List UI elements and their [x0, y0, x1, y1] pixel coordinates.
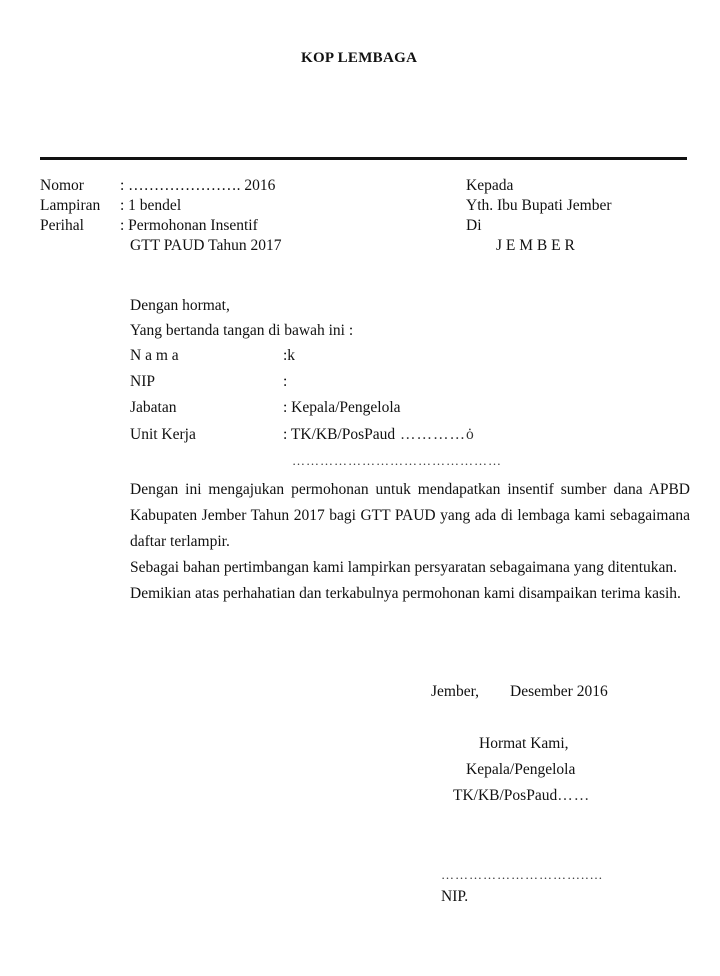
- jabatan-value: : Kepala/Pengelola: [283, 399, 401, 416]
- greeting: Dengan hormat,: [130, 297, 230, 314]
- letterhead-divider: [40, 157, 687, 160]
- perihal-value: : Permohonan Insentif: [120, 217, 258, 234]
- signer-nip: NIP.: [441, 888, 469, 905]
- lampiran-value: : 1 bendel: [120, 197, 182, 214]
- signer-institution: [453, 787, 590, 805]
- signature-line: …………………………..…: [441, 867, 604, 882]
- recipient-kepada: Kepada: [466, 177, 514, 194]
- nomor-value: : …………………. 2016: [120, 177, 276, 194]
- jabatan-label: Jabatan: [130, 399, 177, 416]
- paragraph-request: Dengan ini mengajukan permohonan untuk mendapatkan insentif sumber dana APBD Kabupaten Jember Tahun 2017 bagi GTT PAUD yang ada di lembaga kami sebagaimana daftar terlampir.: [130, 481, 690, 550]
- perihal-value-continued: GTT PAUD Tahun 2017: [130, 237, 282, 254]
- recipient-city: J E M B E R: [496, 237, 575, 254]
- perihal-label: Perihal: [40, 217, 84, 234]
- unit-kerja-prefix: : TK/KB/PosPaud: [283, 426, 396, 443]
- paragraph-closing: Demikian atas perhahatian dan terkabulnya permohonan kami disampaikan terima kasih.: [130, 585, 681, 602]
- nomor-label: Nomor: [40, 177, 84, 194]
- signer-institution-dots: ……: [557, 787, 591, 804]
- nip-value: :: [283, 373, 288, 390]
- recipient-di: Di: [466, 217, 482, 234]
- signer-position: Kepala/Pengelola: [466, 761, 576, 778]
- nama-value: :k: [283, 347, 296, 364]
- paragraph-attachment: Sebagai bahan pertimbangan kami lampirkan persyaratan sebagaimana yang ditentukan.: [130, 559, 678, 576]
- unit-kerja-label: Unit Kerja: [130, 426, 196, 443]
- letter-body: [130, 477, 690, 607]
- nip-label: NIP: [130, 373, 155, 390]
- signer-institution-prefix: TK/KB/PosPaud: [453, 787, 558, 804]
- unit-kerja-value: [283, 426, 475, 444]
- nama-label: N a m a: [130, 347, 179, 364]
- recipient-name: Yth. Ibu Bupati Jember: [466, 197, 612, 214]
- unit-kerja-dots: …………ȯ: [395, 426, 475, 443]
- intro-line: Yang bertanda tangan di bawah ini :: [130, 322, 354, 339]
- unit-kerja-continuation: ………………………………………: [292, 453, 502, 468]
- place-date: Jember, Desember 2016: [431, 683, 608, 700]
- letterhead-title: KOP LEMBAGA: [301, 50, 418, 66]
- closing-regards: Hormat Kami,: [479, 735, 569, 752]
- lampiran-label: Lampiran: [40, 197, 101, 214]
